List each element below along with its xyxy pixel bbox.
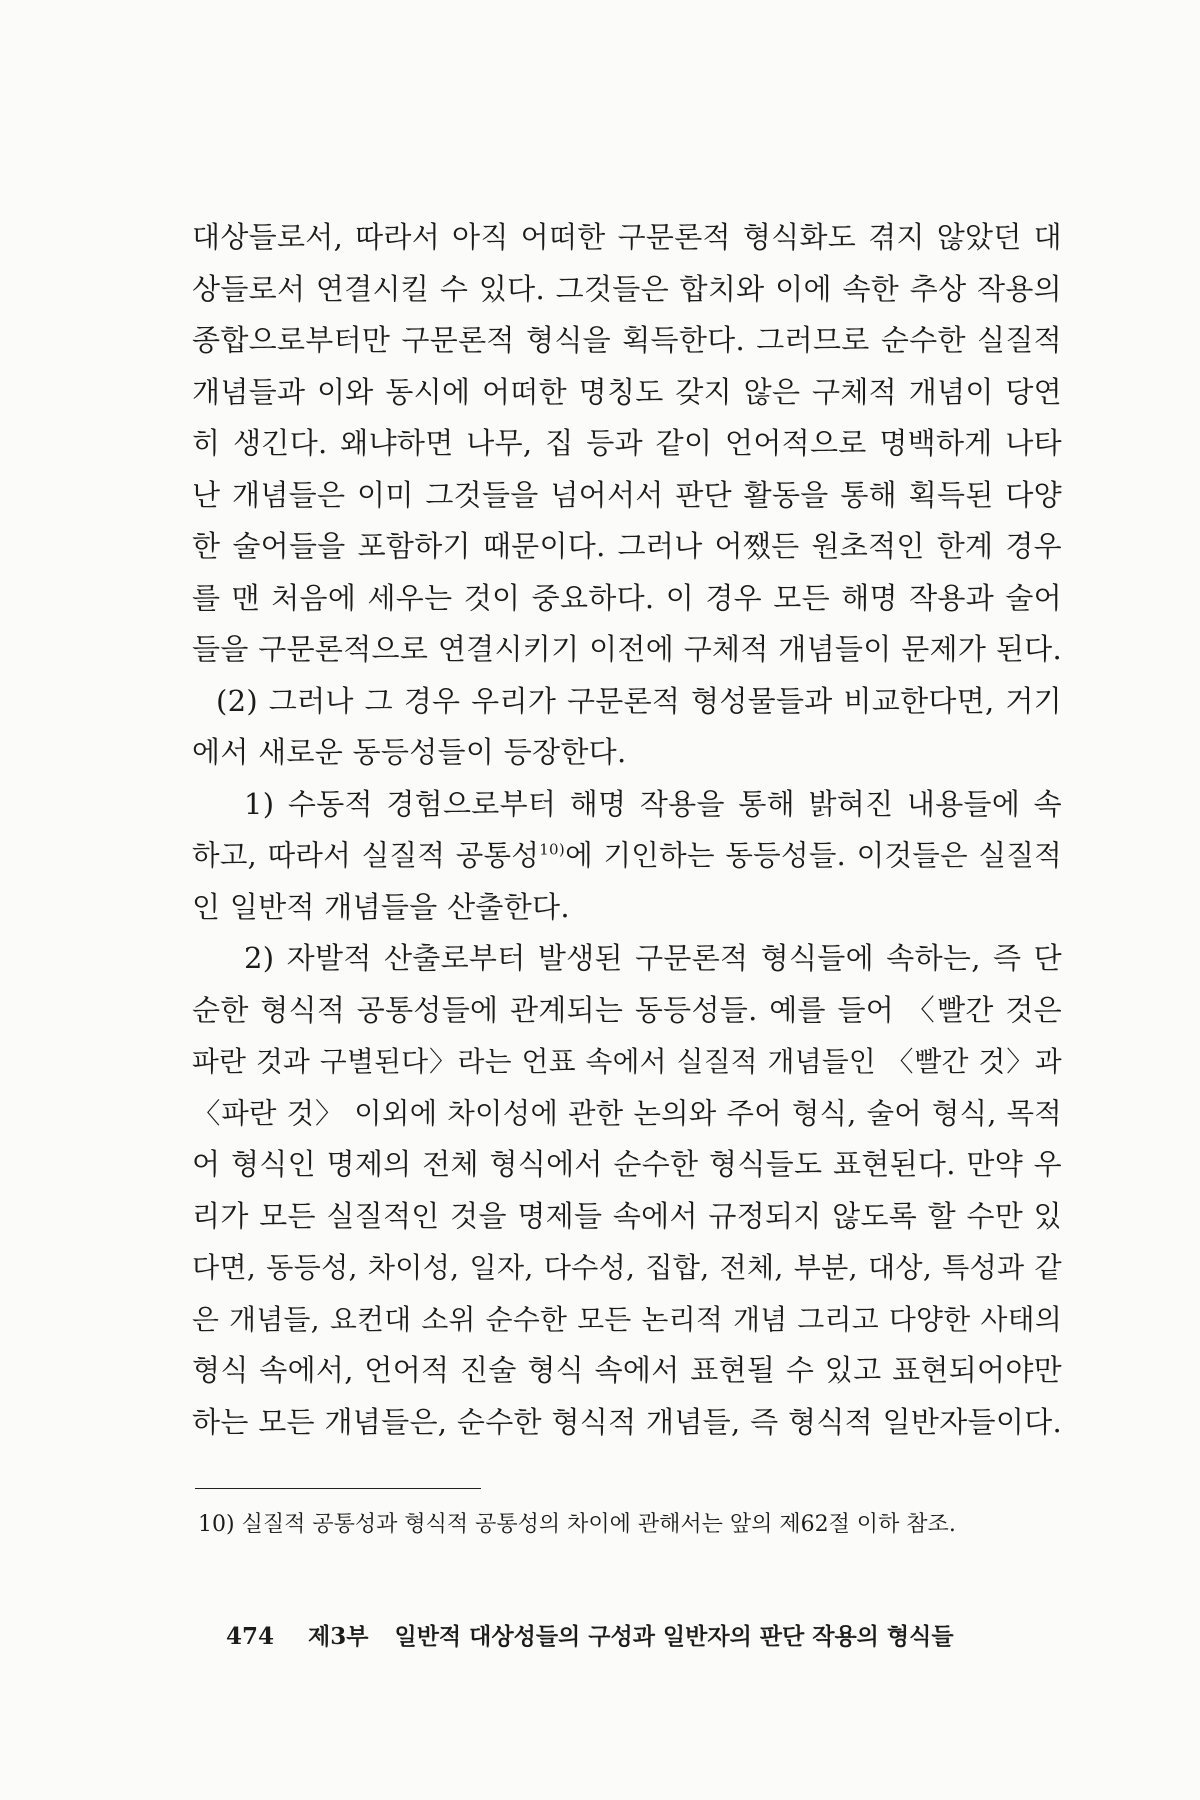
text-line: 1) 수동적 경험으로부터 해명 작용을 통해 밝혀진 내용들에 속 — [244, 786, 1062, 821]
text-line: 히 생긴다. 왜냐하면 나무, 집 등과 같이 언어적으로 명백하게 나타 — [192, 426, 1062, 460]
text-segment: 하고, 따라서 실질적 공통성 — [192, 839, 540, 872]
part-label: 제3부 — [308, 1623, 369, 1650]
text-line: 난 개념들은 이미 그것들을 넘어서서 판단 활동을 통해 획득된 다양 — [192, 477, 1062, 512]
text-line: 에서 새로운 동등성들이 등장한다. — [192, 735, 627, 769]
text-line: 순한 형식적 공통성들에 관계되는 동등성들. 예를 들어 〈빨간 것은 — [192, 992, 1062, 1027]
text-line: 형식 속에서, 언어적 진술 형식 속에서 표현될 수 있고 표현되어야만 — [192, 1353, 1062, 1387]
text-line: 인 일반적 개념들을 산출한다. — [192, 889, 570, 924]
text-line: 하는 모든 개념들은, 순수한 형식적 개념들, 즉 형식적 일반자들이다. — [192, 1404, 1062, 1439]
text-line: 2) 자발적 산출로부터 발생된 구문론적 형식들에 속하는, 즉 단 — [244, 941, 1062, 975]
text-line: 개념들과 이와 동시에 어떠한 명칭도 갖지 않은 구체적 개념이 당연 — [192, 374, 1062, 409]
text-line: 한 술어들을 포함하기 때문이다. 그러나 어쨌든 원초적인 한계 경우 — [192, 529, 1062, 563]
text-line: 다면, 동등성, 차이성, 일자, 다수성, 집합, 전체, 부분, 대상, 특성과 같 — [192, 1251, 1062, 1284]
text-line: (2) 그러나 그 경우 우리가 구문론적 형성물들과 비교한다면, 거기 — [216, 683, 1062, 718]
footnote: 10) 실질적 공통성과 형식적 공통성의 차이에 관해서는 앞의 제62절 이하 참조. — [198, 1512, 956, 1537]
running-footer — [226, 1620, 954, 1654]
text-line: 를 맨 처음에 세우는 것이 중요하다. 이 경우 모든 해명 작용과 술어 — [192, 580, 1062, 615]
text-line: 〈파란 것〉 이외에 차이성에 관한 논의와 주어 형식, 술어 형식, 목적 — [192, 1096, 1062, 1130]
text-line: 어 형식인 명제의 전체 형식에서 순수한 형식들도 표현된다. 만약 우 — [192, 1147, 1062, 1181]
footnote-reference: 10) — [539, 840, 566, 859]
text-line-with-footnote — [192, 830, 1062, 882]
part-title: 일반적 대상성들의 구성과 일반자의 판단 작용의 형식들 — [394, 1623, 954, 1650]
text-line: 들을 구문론적으로 연결시키기 이전에 구체적 개념들이 문제가 된다. — [192, 632, 1062, 666]
footnote-divider — [195, 1488, 481, 1489]
text-line: 파란 것과 구별된다〉라는 언표 속에서 실질적 개념들인 〈빨간 것〉과 — [192, 1045, 1062, 1078]
text-line: 대상들로서, 따라서 아직 어떠한 구문론적 형식화도 겪지 않았던 대 — [192, 220, 1062, 254]
text-line: 은 개념들, 요컨대 소위 순수한 모든 논리적 개념 그리고 다양한 사태의 — [192, 1302, 1062, 1336]
text-segment: 에 기인하는 동등성들. 이것들은 실질적 — [565, 839, 1062, 872]
main-text-block — [192, 212, 1062, 1448]
text-line: 리가 모든 실질적인 것을 명제들 속에서 규정되지 않도록 할 수만 있 — [192, 1198, 1062, 1233]
page-number: 474 — [226, 1623, 275, 1650]
text-line: 상들로서 연결시킬 수 있다. 그것들은 합치와 이에 속한 추상 작용의 — [192, 271, 1062, 306]
text-line: 종합으로부터만 구문론적 형식을 획득한다. 그러므로 순수한 실질적 — [192, 323, 1062, 357]
